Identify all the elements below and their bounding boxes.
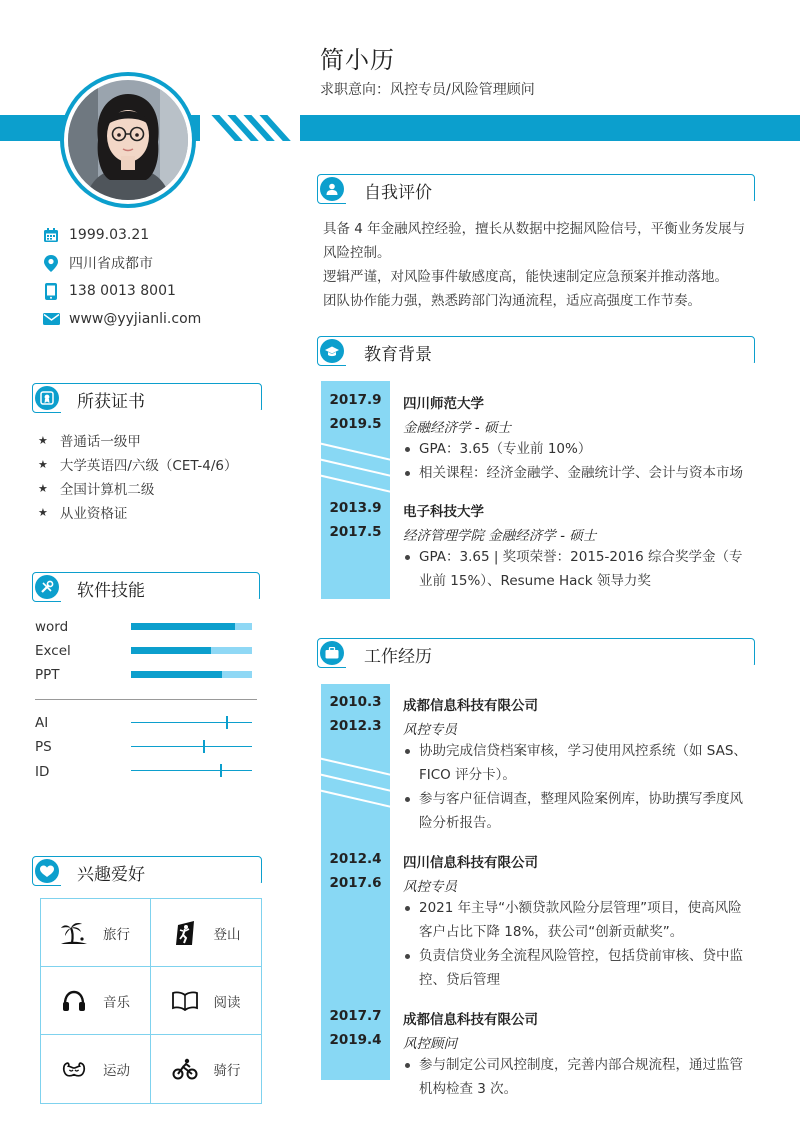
cert-item: ★ 从业资格证 [38, 505, 128, 522]
graduation-cap-icon [320, 339, 344, 363]
section-title: 所获证书 [77, 392, 145, 412]
hobby-label: 阅读 [213, 994, 241, 1011]
cert-item: ★ 普通话一级甲 [38, 433, 141, 450]
self-eval-line: 具备 4 年金融风控经验，擅长从数据中挖掘风险信号，平衡业务发展与风险控制。 [323, 221, 746, 261]
work-company: 成都信息科技有限公司 [403, 1012, 538, 1028]
skill-bar-fill [131, 623, 235, 630]
hobby-item [151, 967, 261, 1035]
self-eval-line: 团队协作能力强，熟悉跨部门沟通流程，适应高强度工作节奏。 [323, 293, 701, 309]
heart-icon [35, 859, 59, 883]
hobby-label: 登山 [213, 926, 241, 943]
section-title: 自我评价 [364, 183, 432, 203]
book-icon [172, 988, 198, 1014]
skill-name: ID [35, 764, 50, 780]
edu-major: 金融经济学 - 硕士 [403, 420, 511, 436]
person-icon [320, 177, 344, 201]
cycling-icon [172, 1056, 198, 1082]
work-start-date: 2010.3 [329, 694, 382, 710]
section-title: 教育背景 [364, 345, 432, 365]
edu-major: 经济管理学院 金融经济学 - 硕士 [403, 528, 597, 544]
skill-bar-fill [131, 647, 211, 654]
hobby-label: 旅行 [103, 926, 130, 943]
muscle-icon [61, 1056, 87, 1082]
work-role: 风控顾问 [403, 1036, 457, 1052]
portrait-illustration [68, 80, 188, 200]
birthday-text: 1999.03.21 [69, 227, 150, 243]
work-end-date: 2017.6 [329, 875, 382, 891]
skills-divider [35, 699, 257, 700]
edu-school: 电子科技大学 [403, 504, 484, 520]
section-title: 工作经历 [364, 647, 432, 667]
climbing-icon [172, 920, 198, 946]
hobby-item [41, 967, 151, 1035]
tools-icon [35, 575, 59, 599]
headphones-icon [61, 988, 87, 1014]
hobby-label: 骑行 [213, 1063, 241, 1079]
palm-tree-icon [61, 920, 87, 946]
edu-bullet: GPA：3.65（专业前 10%） [403, 437, 755, 461]
edu-start-date: 2013.9 [329, 500, 382, 516]
mail-icon [42, 310, 60, 328]
hobby-item [41, 899, 151, 967]
location-pin-icon [42, 254, 60, 272]
work-company: 成都信息科技有限公司 [403, 698, 538, 714]
hobby-item [151, 899, 261, 967]
hobbies-grid [40, 898, 262, 1104]
cert-item: ★ 全国计算机二级 [38, 481, 155, 498]
calendar-icon [42, 226, 60, 244]
edu-end-date: 2019.5 [329, 416, 382, 432]
skill-slider [131, 746, 252, 747]
skill-name: Excel [35, 643, 71, 659]
certificate-icon [35, 386, 59, 410]
work-bullet: 参与客户征信调查，整理风险案例库，协助撰写季度风险分析报告。 [403, 787, 755, 835]
avatar [60, 72, 196, 208]
star-icon: ★ [38, 457, 48, 471]
work-bullet: 2021 年主导“小额贷款风险分层管理”项目，使高风险客户占比下降 18%，获公司“创新贡献奖”。 [403, 896, 755, 944]
work-end-date: 2012.3 [329, 718, 382, 734]
skill-name: PPT [35, 667, 60, 683]
skill-name: AI [35, 715, 49, 731]
section-title: 软件技能 [77, 581, 145, 601]
hobby-item [151, 1035, 261, 1103]
work-role: 风控专员 [403, 722, 457, 738]
skill-name: PS [35, 739, 52, 755]
contact-phone [42, 281, 272, 301]
contact-location [42, 253, 272, 273]
skill-bar [131, 647, 252, 654]
self-eval-line: 逻辑严谨，对风险事件敏感度高，能快速制定应急预案并推动落地。 [323, 269, 728, 285]
hobby-label: 运动 [103, 1063, 130, 1079]
cert-item: ★ 大学英语四/六级（CET-4/6） [38, 457, 238, 474]
phone-icon [42, 282, 60, 300]
section-header-certs [32, 383, 262, 413]
section-header-hobbies [32, 856, 262, 886]
phone-text: 138 0013 8001 [69, 283, 176, 299]
section-header-education [317, 336, 755, 366]
section-header-work [317, 638, 755, 668]
job-intent: 求职意向：风控专员/风险管理顾问 [320, 82, 535, 98]
section-title: 兴趣爱好 [77, 865, 145, 885]
edu-end-date: 2017.5 [329, 524, 382, 540]
work-company: 四川信息科技有限公司 [403, 855, 538, 871]
briefcase-icon [320, 641, 344, 665]
candidate-name: 简小历 [320, 46, 395, 74]
work-role: 风控专员 [403, 879, 457, 895]
hobby-item [41, 1035, 151, 1103]
section-header-self-eval [317, 174, 755, 204]
skill-slider-knob [203, 740, 205, 753]
star-icon: ★ [38, 481, 48, 495]
work-end-date: 2019.4 [329, 1032, 382, 1048]
edu-bullet: 相关课程：经济金融学、金融统计学、会计与资本市场 [403, 461, 755, 485]
skill-bar [131, 671, 252, 678]
contact-email [42, 309, 272, 329]
work-bullet: 协助完成信贷档案审核，学习使用风控系统（如 SAS、FICO 评分卡）。 [403, 739, 755, 787]
skill-bar [131, 623, 252, 630]
skill-slider [131, 722, 252, 723]
section-header-skills [32, 572, 260, 602]
edu-start-date: 2017.9 [329, 392, 382, 408]
skill-slider-knob [226, 716, 228, 729]
work-start-date: 2012.4 [329, 851, 382, 867]
work-bullet: 负责信贷业务全流程风险管控，包括贷前审核、贷中监控、贷后管理 [403, 944, 755, 992]
skill-slider-knob [220, 764, 222, 777]
work-bullet: 参与制定公司风控制度，完善内部合规流程，通过监管机构检查 3 次。 [403, 1053, 755, 1101]
edu-bullet: GPA：3.65 | 奖项荣誉：2015-2016 综合奖学金（专业前 15%）、Resume Hack 领导力奖 [403, 545, 755, 593]
skill-name: word [35, 619, 69, 635]
skill-slider [131, 770, 252, 771]
email-text: www@yyjianli.com [69, 311, 202, 327]
location-text: 四川省成都市 [69, 256, 153, 272]
star-icon: ★ [38, 433, 48, 447]
contact-birthday [42, 225, 272, 245]
hobby-label: 音乐 [103, 994, 130, 1011]
edu-school: 四川师范大学 [403, 396, 484, 412]
star-icon: ★ [38, 505, 48, 519]
education-date-column [321, 381, 390, 599]
work-start-date: 2017.7 [329, 1008, 382, 1024]
skill-bar-fill [131, 671, 222, 678]
